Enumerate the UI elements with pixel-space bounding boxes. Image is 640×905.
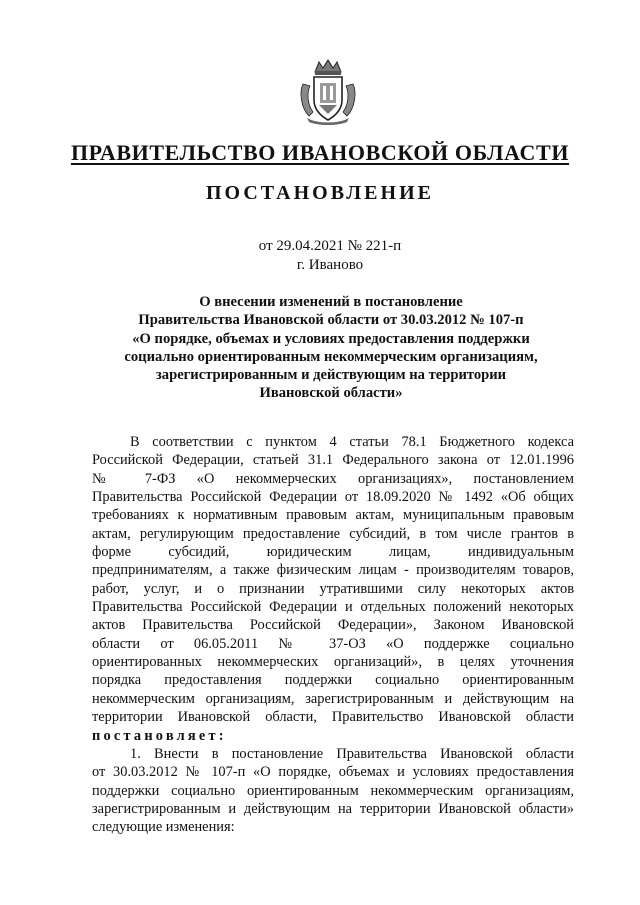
body-line: Правительства Российской Федерации и отдельных положений некоторых [92, 599, 574, 616]
date-number: от 29.04.2021 № 221-п [258, 238, 402, 254]
body-line: области от 06.05.2011 № 37-ОЗ «О поддержке социально [92, 635, 574, 652]
body-line: В соответствии с пунктом 4 статьи 78.1 Бюджетного кодекса [130, 434, 574, 450]
body-line: территории Ивановской области, Правительство Ивановской области [92, 709, 574, 726]
body-text [92, 433, 574, 837]
subject-line: Правительства Ивановской области от 30.03.2012 № 107-п [138, 312, 524, 329]
subject-line: зарегистрированным и действующим на территории [155, 367, 507, 384]
body-line: актам, регулирующим предоставление субсидий, в том числе грантов в [92, 525, 574, 542]
resolves-word: постановляет: [92, 727, 227, 744]
subject-heading [100, 293, 562, 403]
body-line: следующие изменения: [92, 819, 235, 836]
government-title: ПРАВИТЕЛЬСТВО ИВАНОВСКОЙ ОБЛАСТИ [70, 140, 570, 165]
city: г. Иваново [296, 257, 364, 273]
body-line: зарегистрированным и действующим на территории Ивановской области» [92, 800, 574, 817]
body-line: форме субсидий, юридическим лицам, индивидуальным [92, 544, 574, 561]
body-line: требованиях к нормативным правовым актам, муниципальным правовым [92, 507, 574, 524]
body-line: работ, услуг, и о признании утратившими силу некоторых актов [92, 580, 574, 597]
body-line: некоммерческим организациям, зарегистрированным и действующим на [92, 690, 574, 707]
body-line: от 30.03.2012 № 107-п «О порядке, объемах и условиях предоставления [92, 764, 574, 781]
body-line: Российской Федерации, статьей 31.1 Федерального закона от 12.01.1996 [92, 452, 574, 469]
document-type: ПОСТАНОВЛЕНИЕ [206, 182, 434, 204]
body-line: предпринимателям, а также физическим лицам - производителям товаров, [92, 562, 574, 579]
body-line: Правительства Российской Федерации от 18.09.2020 № 1492 «Об общих [92, 489, 574, 506]
subject-line: О внесении изменений в постановление [199, 294, 463, 310]
body-line: ориентированных некоммерческих организаций», в целях уточнения [92, 654, 574, 671]
body-line: порядка предоставления поддержки социально ориентированным [92, 672, 574, 689]
subject-line: Ивановской области» [259, 385, 403, 402]
subject-line: «О порядке, объемах и условиях предоставления поддержки [132, 330, 530, 347]
body-line: актов Правительства Российской Федерации», Законом Ивановской [92, 617, 574, 634]
subject-line: социально ориентированным некоммерческим организациям, [124, 348, 538, 365]
body-line: № 7-ФЗ «О некоммерческих организациях», постановлением [92, 470, 574, 487]
body-line: 1. Внести в постановление Правительства Ивановской области [130, 745, 574, 762]
ivanovo-coat-of-arms-icon [297, 58, 359, 126]
body-line: поддержки социально ориентированным некоммерческим организациям, [92, 782, 574, 799]
